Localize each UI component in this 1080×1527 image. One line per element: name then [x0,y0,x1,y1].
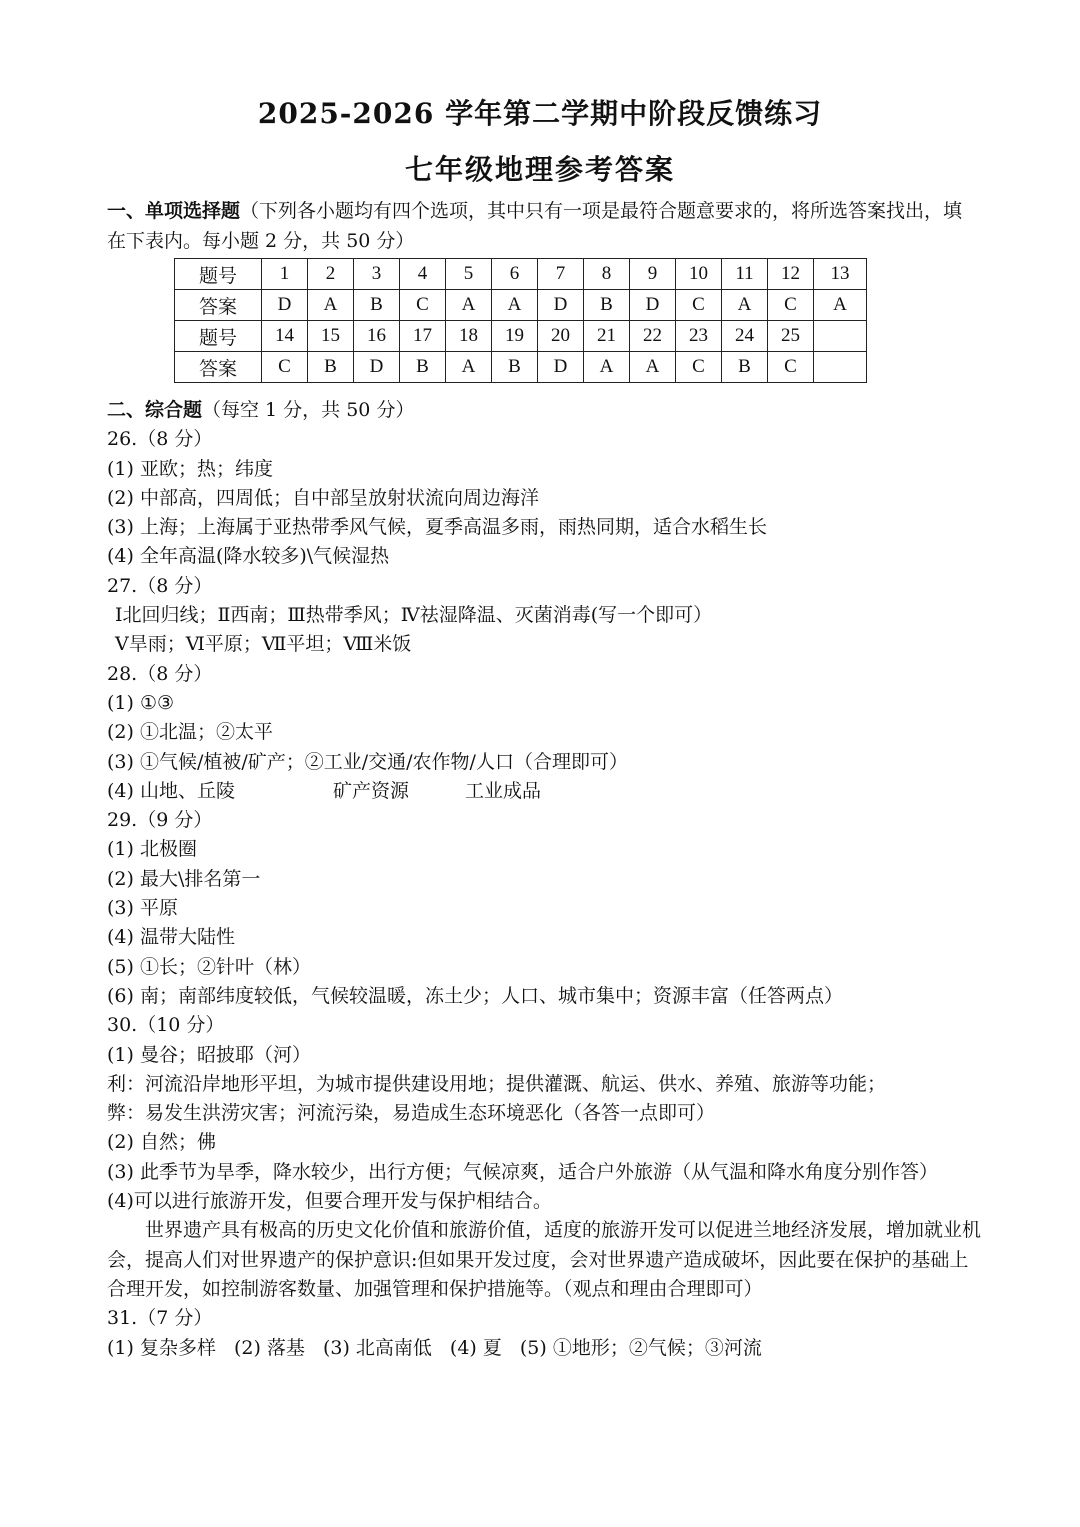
q27-heading: 27.（8 分） [107,574,213,597]
document-subtitle: 七年级地理参考答案 [404,153,675,186]
q29-answer-5: (5) ①长；②针叶（林） [107,955,311,978]
q30-answer-3: (3) 此季节为旱季，降水较少，出行方便；气候凉爽，适合户外旅游（从气温和降水角度分别作答） [107,1160,938,1183]
cell: D [538,352,584,383]
q29-heading: 29.（9 分） [107,809,213,832]
q27-answer-2: Ⅴ旱雨；Ⅵ平原；Ⅶ平坦；Ⅷ米饭 [115,633,412,656]
q26-heading: 26.（8 分） [107,428,213,451]
table-row [175,352,867,383]
cell: D [630,290,676,321]
cell: C [676,290,722,321]
cell: 12 [768,259,814,290]
q28-answer-3: (3) ①气候/植被/矿产；②工业/交通/农作物/人口（合理即可） [107,750,628,773]
cell: 1 [262,259,308,290]
cell: A [630,352,676,383]
q27-answer-1: Ⅰ北回归线；Ⅱ西南；Ⅲ热带季风；Ⅳ祛湿降温、灭菌消毒(写一个即可） [115,604,713,627]
cell: 24 [722,321,768,352]
cell: 19 [492,321,538,352]
q26-answer-4: (4) 全年高温(降水较多)\气候湿热 [107,545,390,568]
cell: C [400,290,446,321]
cell: 25 [768,321,814,352]
cell: 10 [676,259,722,290]
q29-answer-3: (3) 平原 [107,897,178,920]
cell: 13 [814,259,867,290]
cell: B [400,352,446,383]
cell: 3 [354,259,400,290]
section2-body [107,396,987,1363]
q29-answer-4: (4) 温带大陆性 [107,926,235,949]
q30-advantage: 利：河流沿岸地形平坦，为城市提供建设用地；提供灌溉、航运、供水、养殖、旅游等功能； [107,1072,887,1095]
cell: 9 [630,259,676,290]
cell: A [722,290,768,321]
cell: 17 [400,321,446,352]
cell: 20 [538,321,584,352]
table-row [175,321,867,352]
q29-answer-6: (6) 南；南部纬度较低，气候较温暖，冻土少；人口、城市集中；资源丰富（任答两点） [107,984,843,1007]
q30-disadvantage: 弊：易发生洪涝灾害；河流污染，易造成生态环境恶化（各答一点即可） [107,1102,716,1125]
section1-instruction: （下列各小题均有四个选项，其中只有一项是最符合题意要求的，将所选答案找出，填在下表内。每小题 2 分，共 50 分） [107,200,963,252]
q26-answer-1: (1) 亚欧；热；纬度 [107,457,273,480]
cell: 7 [538,259,584,290]
row-label: 答案 [175,290,262,321]
q30-answer-4: (4)可以进行旅游开发，但要合理开发与保护相结合。 [107,1190,552,1213]
q30-heading: 30.（10 分） [107,1014,225,1037]
cell: 8 [584,259,630,290]
cell [814,352,867,383]
section2-header [107,396,987,425]
cell: 11 [722,259,768,290]
cell: 18 [446,321,492,352]
cell: 22 [630,321,676,352]
cell: B [584,290,630,321]
q26-answer-3: (3) 上海；上海属于亚热带季风气候，夏季高温多雨，雨热同期，适合水稻生长 [107,516,767,539]
row-label: 题号 [175,259,262,290]
q26-answer-2: (2) 中部高，四周低；自中部呈放射状流向周边海洋 [107,486,539,509]
table-row [175,259,867,290]
cell: D [538,290,584,321]
cell: A [446,352,492,383]
cell: 14 [262,321,308,352]
q29-answer-1: (1) 北极圈 [107,838,197,861]
cell: 21 [584,321,630,352]
cell: A [814,290,867,321]
cell: 15 [308,321,354,352]
cell: B [354,290,400,321]
q28-answer-4 [107,777,987,806]
q30-answer-2: (2) 自然；佛 [107,1131,216,1154]
q28-answer-4c: 工业成品 [464,779,541,802]
section1-heading: 一、单项选择题 [107,200,241,222]
section2-heading: 二、综合题 [107,399,203,421]
q31-answer-4: (4) 夏 [449,1336,502,1359]
cell: C [262,352,308,383]
section1-header [107,197,977,256]
q31-heading: 31.（7 分） [107,1307,213,1330]
cell [814,321,867,352]
q28-heading: 28.（8 分） [107,662,213,685]
cell: D [354,352,400,383]
answer-table [174,258,867,383]
cell: 4 [400,259,446,290]
q31-answers [107,1334,987,1363]
q29-answer-2: (2) 最大\排名第一 [107,867,261,890]
cell: 2 [308,259,354,290]
row-label: 答案 [175,352,262,383]
document-title: 2025-2026 学年第二学期中阶段反馈练习 [257,97,823,130]
cell: D [262,290,308,321]
q31-answer-3: (3) 北高南低 [322,1336,432,1359]
q28-answer-1: (1) ①③ [107,691,175,714]
q28-answer-4b: 矿产资源 [332,779,409,802]
q28-answer-2: (2) ①北温；②太平 [107,721,273,744]
q31-answer-1: (1) 复杂多样 [107,1336,216,1359]
section2-note: （每空 1 分，共 50 分） [202,399,415,421]
cell: C [768,290,814,321]
cell: B [492,352,538,383]
cell: A [446,290,492,321]
q30-answer-1: (1) 曼谷；昭披耶（河） [107,1043,311,1066]
cell: B [308,352,354,383]
cell: 16 [354,321,400,352]
cell: 23 [676,321,722,352]
cell: A [308,290,354,321]
row-label: 题号 [175,321,262,352]
q31-answer-5: (5) ①地形；②气候；③河流 [519,1336,762,1359]
table-row [175,290,867,321]
q28-answer-4a: (4) 山地、丘陵 [107,779,235,802]
q31-answer-2: (2) 落基 [233,1336,305,1359]
cell: A [492,290,538,321]
cell: C [768,352,814,383]
cell: 5 [446,259,492,290]
cell: B [722,352,768,383]
q30-answer-4-explanation: 世界遗产具有极高的历史文化价值和旅游价值，适度的旅游开发可以促进兰地经济发展，增加就业机会，提高人们对世界遗产的保护意识:但如果开发过度，会对世界遗产造成破坏，因此要在保护的基础上合理开发，如控制游客数量、加强管理和保护措施等。（观点和理由合理即可） [107,1219,982,1300]
cell: 6 [492,259,538,290]
cell: A [584,352,630,383]
cell: C [676,352,722,383]
